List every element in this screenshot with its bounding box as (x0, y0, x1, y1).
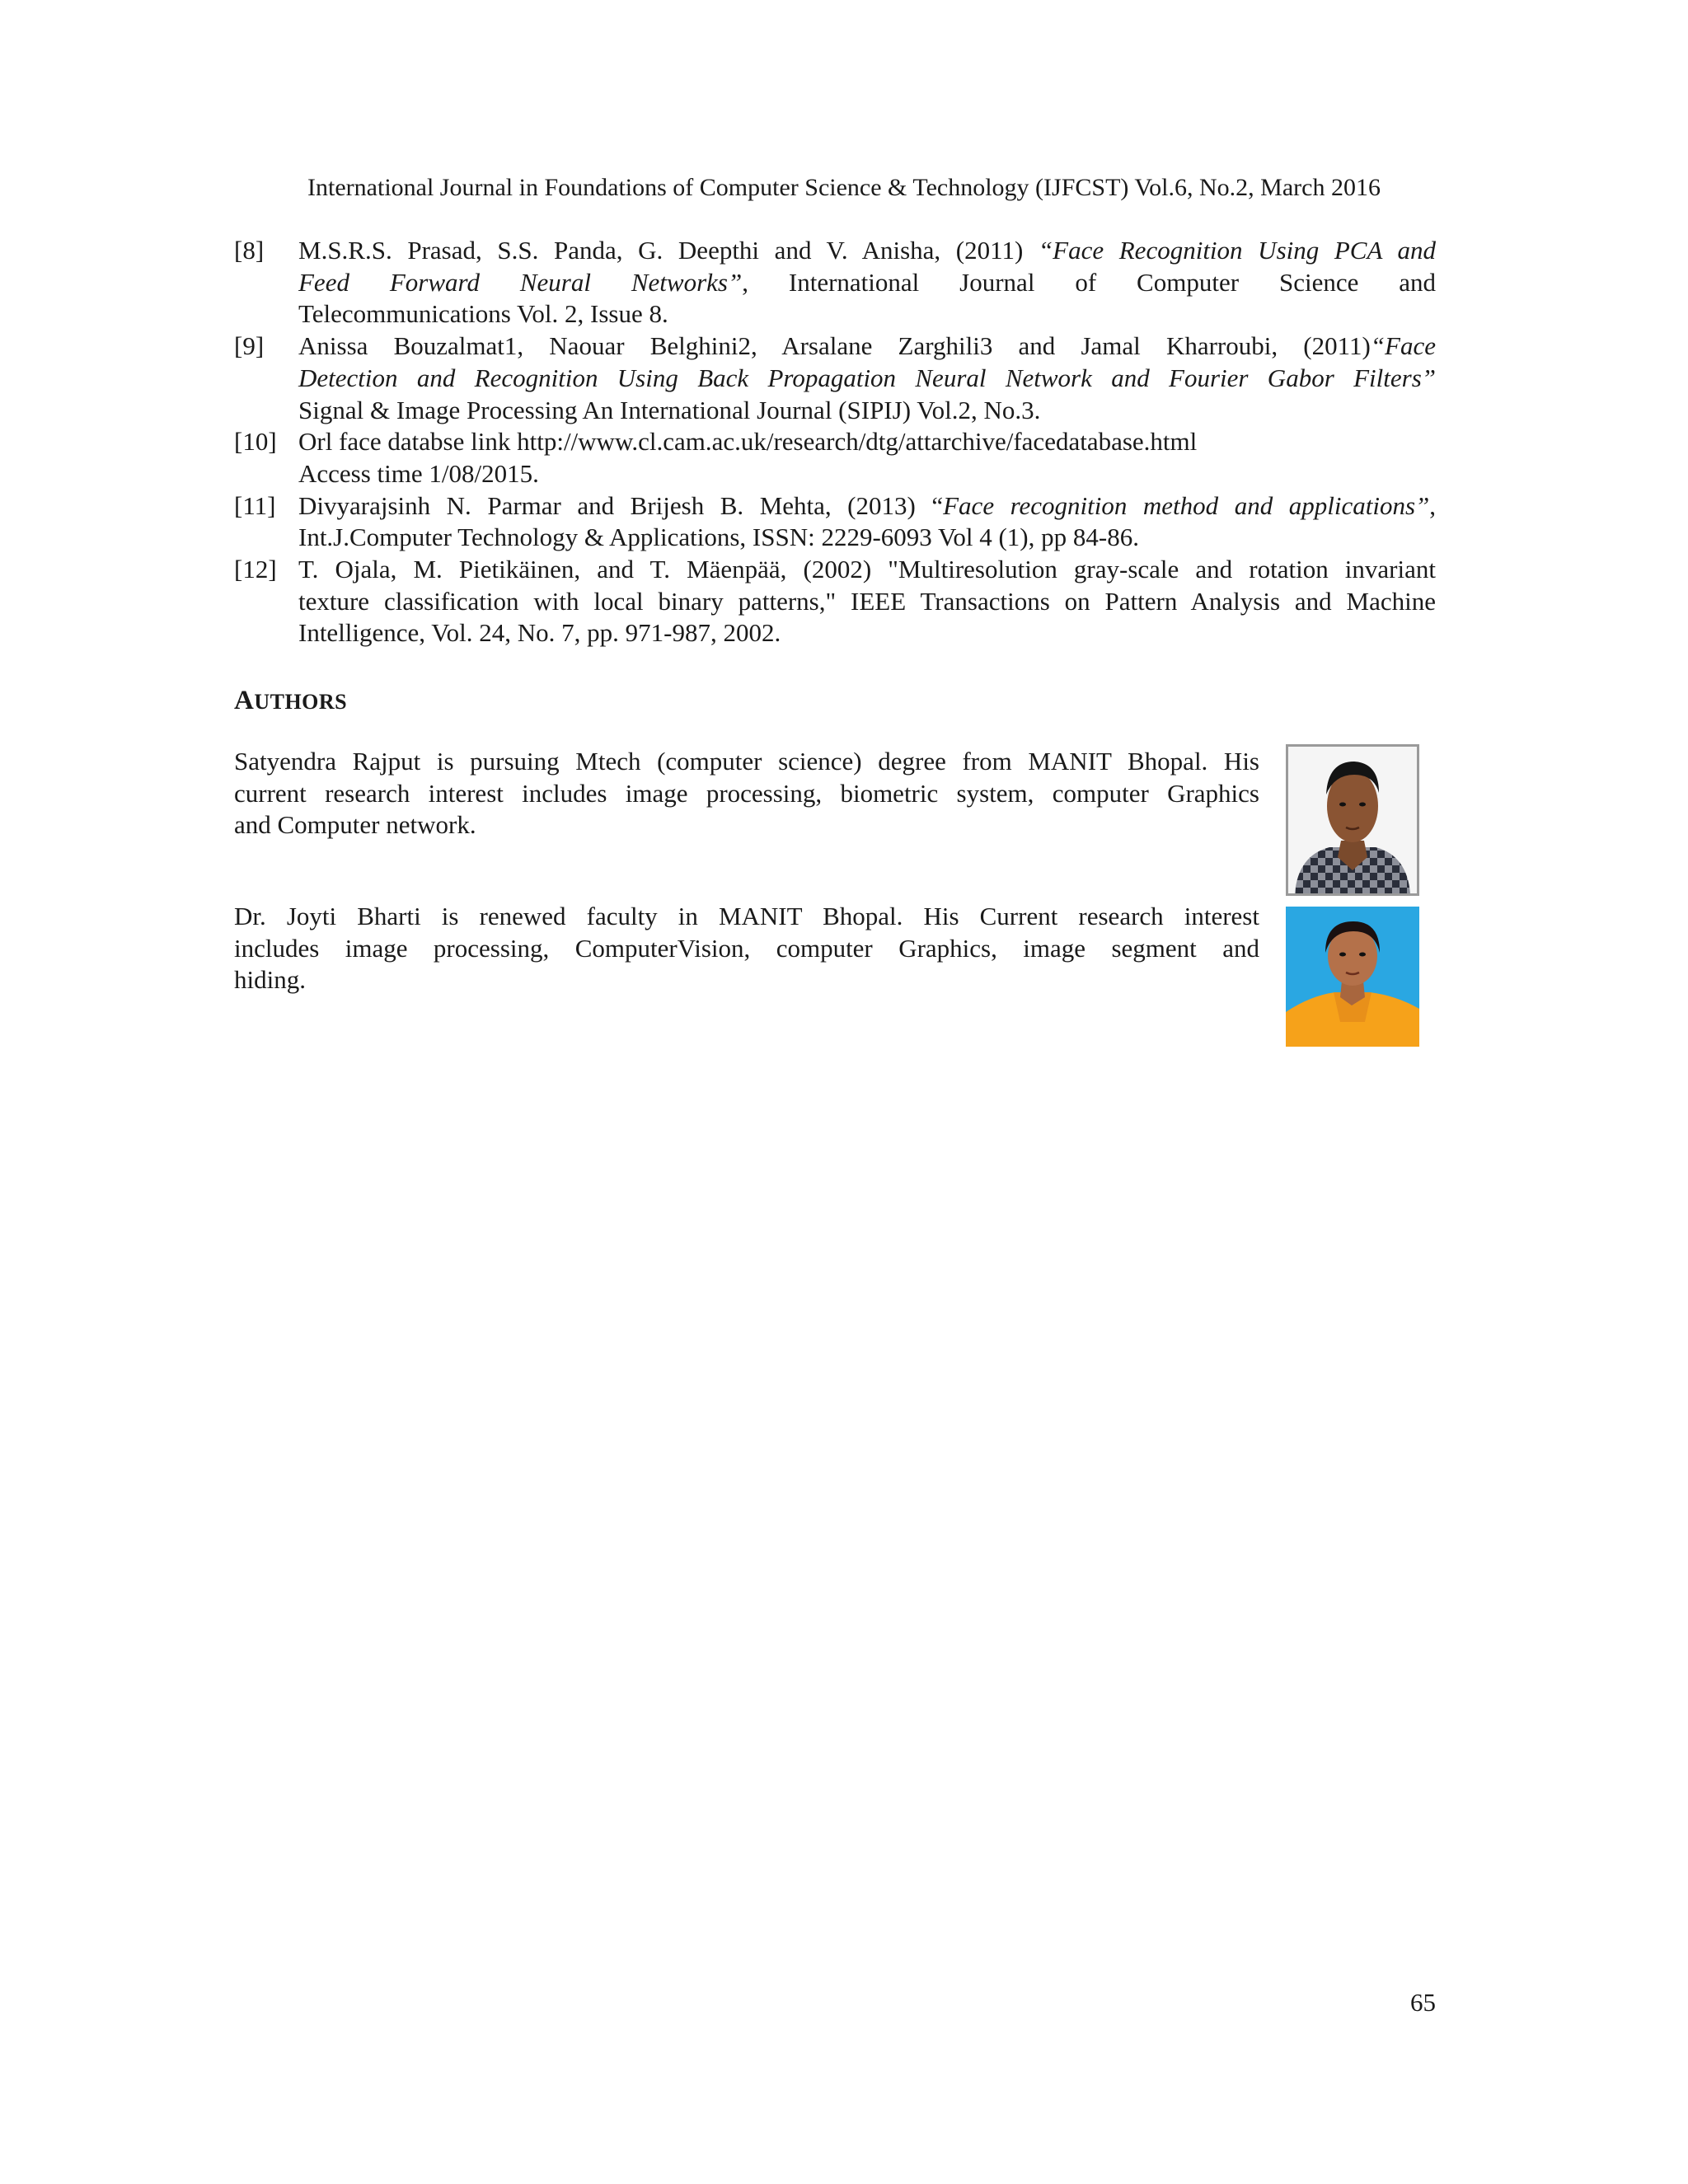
reference-link: Orl face databse link http://www.cl.cam.ac.uk/research/dtg/attarchive/facedatabase.html (298, 427, 1198, 457)
reference-title: “Face Recognition Using PCA and (1038, 236, 1436, 265)
page-number: 65 (1410, 1988, 1436, 2017)
reference-12 (234, 554, 1436, 649)
reference-number: [12] (234, 555, 277, 584)
reference-title: Detection and Recognition Using Back Propagation Neural Network and Fourier Gabor Filters” (298, 363, 1436, 392)
author-portrait-1 (1288, 747, 1417, 893)
reference-8 (234, 235, 1436, 330)
reference-number: [8] (234, 236, 265, 265)
reference-title: “Face (1370, 331, 1436, 361)
reference-number: [9] (234, 331, 265, 361)
reference-text: T. Ojala, M. Pietikäinen, and T. Mäenpää, (2002) "Multiresolution gray-scale and rotation invariant texture classification with local binary patterns," IEEE Transactions on Pattern Analysis and Machine Intelligence, Vol. 24, No. 7, pp. 971-987, 2002. (298, 555, 1436, 648)
authors-heading: AUTHORS (234, 686, 348, 715)
author-bio-2: Dr. Joyti Bharti is renewed faculty in MANIT Bhopal. His Current research interest includes image processing, ComputerVision, computer Graphics, image segment and hiding. (234, 902, 1259, 995)
reference-number: [11] (234, 490, 276, 520)
reference-9 (234, 330, 1436, 426)
reference-11 (234, 490, 1436, 554)
reference-text: Divyarajsinh N. Parmar and Brijesh B. Mehta, (2013) “Face recognition method and applications”, Int.J.Computer Technology & Applications, ISSN: 2229-6093 Vol 4 (1), pp 84-86. (298, 490, 1436, 552)
reference-text: Orl face databse link http://www.cl.cam.ac.uk/research/dtg/attarchive/facedatabase.html Access time 1/08/2015. (298, 426, 1436, 490)
reference-title: Feed Forward Neural Networks” (298, 267, 743, 297)
author-photo-1 (1286, 744, 1419, 896)
reference-number: [10] (234, 427, 277, 457)
references-list (234, 235, 1436, 649)
reference-text: Anissa Bouzalmat1, Naouar Belghini2, Arsalane Zarghili3 and Jamal Kharroubi, (2011)“Face Detection and Recognition Using Back Propagation Neural Network and Fourier Gabor Filters” Signal & Image Processing An International Journal (SIPIJ) Vol.2, No.3. (298, 331, 1436, 424)
author-portrait-2 (1286, 907, 1419, 1047)
author-bio-1: Satyendra Rajput is pursuing Mtech (computer science) degree from MANIT Bhopal. His current research interest includes image processing, biometric system, computer Graphics and Computer network. (234, 747, 1259, 840)
reference-10 (234, 426, 1436, 490)
journal-header: International Journal in Foundations of Computer Science & Technology (IJFCST) Vol.6, No.2, March 2016 (307, 174, 1381, 201)
reference-title: Face recognition method and applications” (943, 490, 1430, 520)
reference-text: M.S.R.S. Prasad, S.S. Panda, G. Deepthi and V. Anisha, (2011) “Face Recognition Using PCA and Feed Forward Neural Networks”, International Journal of Computer Science and Telecommunications Vol. 2, Issue 8. (298, 236, 1437, 329)
author-photo-2 (1286, 907, 1419, 1047)
